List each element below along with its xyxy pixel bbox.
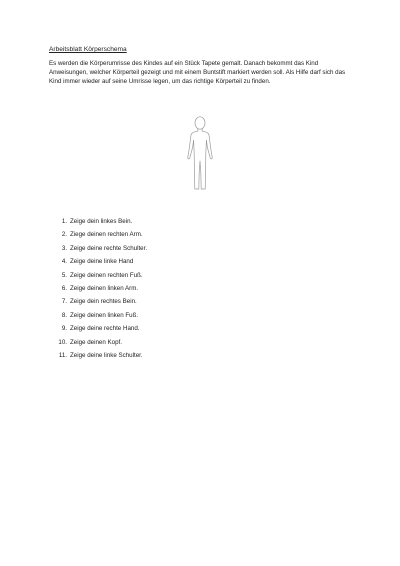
list-item: 4. Zeige deine linke Hand <box>61 258 134 266</box>
list-item: 3. Zeige deine rechte Schulter. <box>61 244 148 252</box>
list-item: 1. Zeige dein linkes Bein. <box>61 218 133 225</box>
list-item: 7. Zeige dein rechtes Bein. <box>61 298 137 306</box>
list-item: 5. Zeige deinen rechten Fuß. <box>61 271 143 279</box>
list-item: 8. Zeige deinen linken Fuß. <box>61 311 139 319</box>
list-item: 6. Zeige deinen linken Arm. <box>61 284 139 292</box>
list-item: 11. Zeige deine linke Schulter. <box>58 351 143 359</box>
intro-paragraph: Es werden die Körperumrisse des Kindes auf ein Stück Tapete gemalt. Danach bekommt das Kind Anweisungen, welcher Körperteil gezeigt und mit einem Buntstift markiert werden soll. Als Hilfe darf sich das Kind immer wieder auf seine Umrisse legen, um das richtige Körperteil zu finden. <box>49 60 346 86</box>
body-outline-icon <box>184 116 216 192</box>
page-title: Arbeitsblatt Körperschema <box>49 46 127 53</box>
instruction-list <box>49 215 147 362</box>
list-item: 2. Ziege deinen rechten Arm. <box>61 231 143 239</box>
list-item: 9. Zeige deine rechte Hand. <box>61 325 140 333</box>
list-item: 10. Zeige deinen Kopf. <box>58 338 122 346</box>
